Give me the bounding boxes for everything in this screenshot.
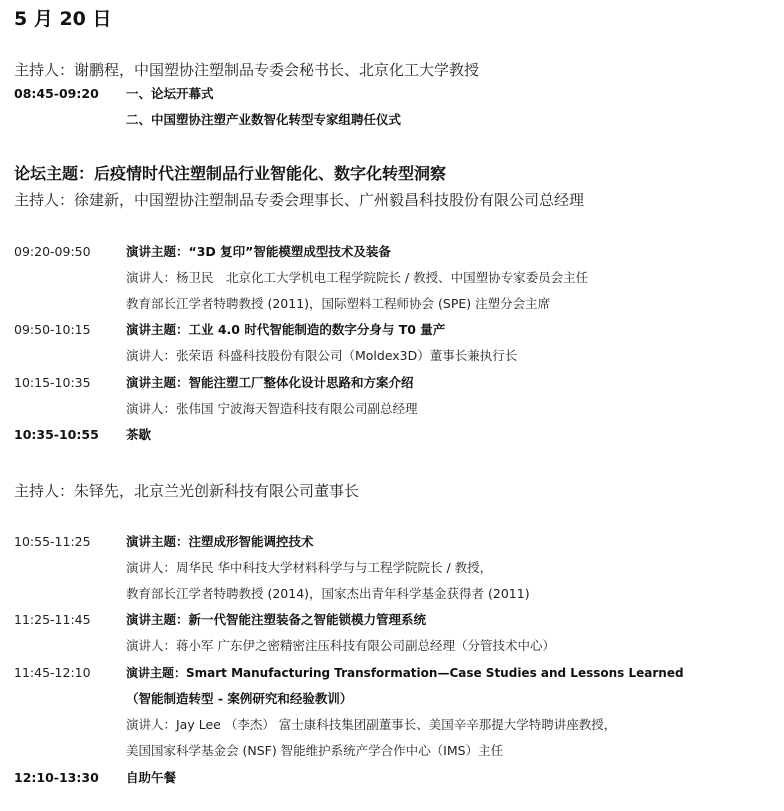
break-time: 10:35-10:55 <box>14 427 99 442</box>
host-line-1: 主持人：谢鹏程，中国塑协注塑制品专委会秘书长、北京化工大学教授 <box>14 61 480 79</box>
session-speaker: 演讲人：张伟国 宁波海天智造科技有限公司副总经理 <box>126 401 418 416</box>
session-topic: 演讲主题：“3D 复印”智能模塑成型技术及装备 <box>126 244 391 259</box>
session-topic-subtitle: （智能制造转型 - 案例研究和经验教训） <box>126 691 353 706</box>
session-speaker-detail: 美国国家科学基金会 (NSF) 智能维护系统产学合作中心（IMS）主任 <box>126 743 504 758</box>
opening-item-1: 一、论坛开幕式 <box>126 86 214 101</box>
session-speaker: 演讲人：蒋小军 广东伊之密精密注压科技有限公司副总经理（分管技术中心） <box>126 638 555 653</box>
session-time: 10:15-10:35 <box>14 375 91 390</box>
session-speaker: 演讲人：周华民 华中科技大学材料科学与与工程学院院长 / 教授， <box>126 560 493 575</box>
session-topic: 演讲主题：Smart Manufacturing Transformation—Case Studies and Lessons Learned <box>126 666 684 680</box>
session-topic: 演讲主题：注塑成形智能调控技术 <box>126 534 314 549</box>
session-time: 10:55-11:25 <box>14 534 91 549</box>
break-label: 茶歇 <box>126 427 152 442</box>
host-line-3: 主持人：朱铎先，北京兰光创新科技有限公司董事长 <box>14 482 360 500</box>
lunch-label: 自助午餐 <box>126 770 177 785</box>
host-line-2: 主持人：徐建新，中国塑协注塑制品专委会理事长、广州毅昌科技股份有限公司总经理 <box>14 191 585 209</box>
session-time: 11:25-11:45 <box>14 612 91 627</box>
opening-item-2: 二、中国塑协注塑产业数智化转型专家组聘任仪式 <box>126 112 402 127</box>
session-speaker: 演讲人：Jay Lee （李杰） 富士康科技集团副董事长、美国辛辛那提大学特聘讲座教授， <box>126 717 617 732</box>
session-speaker: 演讲人：张荣语 科盛科技股份有限公司（Moldex3D）董事长兼执行长 <box>126 348 518 363</box>
session-topic: 演讲主题：工业 4.0 时代智能制造的数字分身与 T0 量产 <box>126 322 446 337</box>
forum-theme: 论坛主题：后疫情时代注塑制品行业智能化、数字化转型洞察 <box>14 164 447 183</box>
session-time: 09:20-09:50 <box>14 244 91 259</box>
session-time: 11:45-12:10 <box>14 665 91 680</box>
lunch-time: 12:10-13:30 <box>14 770 99 785</box>
session-speaker-detail: 教育部长江学者特聘教授 (2011)，国际塑料工程师协会 (SPE) 注塑分会主席 <box>126 296 551 311</box>
opening-time: 08:45-09:20 <box>14 86 99 101</box>
session-time: 09:50-10:15 <box>14 322 91 337</box>
session-speaker: 演讲人：杨卫民 北京化工大学机电工程学院院长 / 教授、中国塑协专家委员会主任 <box>126 270 589 285</box>
session-topic: 演讲主题：新一代智能注塑装备之智能锁模力管理系统 <box>126 612 427 627</box>
agenda-date: 5 月 20 日 <box>14 8 112 30</box>
session-speaker-detail: 教育部长江学者特聘教授 (2014)，国家杰出青年科学基金获得者 (2011) <box>126 586 530 601</box>
session-topic: 演讲主题：智能注塑工厂整体化设计思路和方案介绍 <box>126 375 414 390</box>
